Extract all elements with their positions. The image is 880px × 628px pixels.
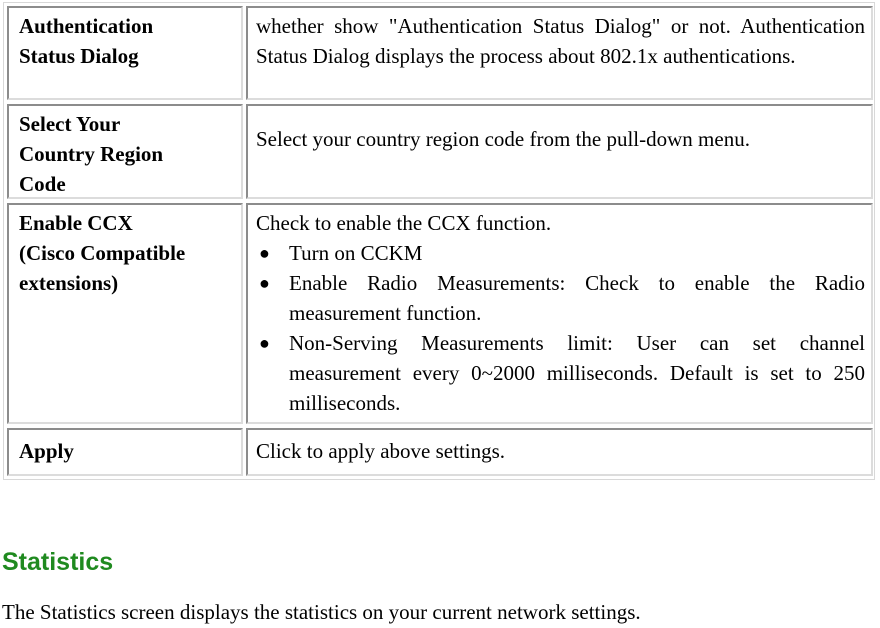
row-label-line: extensions) bbox=[19, 271, 119, 295]
table-row bbox=[7, 428, 873, 476]
row-description bbox=[246, 6, 873, 100]
row-description-text: whether show "Authentication Status Dialog" or not. Authentication Status Dialog displays the process about 802.1x authentications. bbox=[256, 14, 865, 68]
row-label-line: Enable CCX bbox=[19, 211, 133, 235]
row-description-text: Select your country region code from the pull-down menu. bbox=[256, 127, 750, 151]
row-label bbox=[7, 428, 243, 476]
row-label-line: Select Your bbox=[19, 112, 121, 136]
row-label-line: Authentication bbox=[19, 14, 154, 38]
row-label-line: Code bbox=[19, 172, 66, 196]
row-label bbox=[7, 6, 243, 100]
row-description-text: Click to apply above settings. bbox=[256, 439, 506, 463]
list-item-text: Non-Serving Measurements limit: User can set channel measurement every 0~2000 milliseconds. Default is set to 250 milliseconds. bbox=[289, 331, 865, 415]
list-item bbox=[256, 268, 865, 328]
row-description bbox=[246, 203, 873, 424]
row-label-line: Apply bbox=[19, 439, 74, 463]
table-row bbox=[7, 203, 873, 424]
bullet-icon: ● bbox=[259, 333, 270, 353]
table-row bbox=[7, 104, 873, 199]
row-description bbox=[246, 104, 873, 199]
row-description bbox=[246, 428, 873, 476]
settings-table bbox=[3, 2, 875, 480]
section-intro: The Statistics screen displays the statistics on your current network settings. bbox=[2, 600, 641, 624]
bullet-icon: ● bbox=[259, 273, 270, 293]
row-label-line: Country Region bbox=[19, 142, 164, 166]
bullet-list bbox=[256, 238, 865, 418]
list-item-text: Turn on CCKM bbox=[289, 241, 423, 265]
bullet-icon: ● bbox=[259, 243, 270, 263]
section-heading: Statistics bbox=[2, 548, 114, 576]
row-label-line: (Cisco Compatible bbox=[19, 241, 186, 265]
row-label bbox=[7, 203, 243, 424]
table-row bbox=[7, 6, 873, 100]
row-label-line: Status Dialog bbox=[19, 44, 139, 68]
row-label bbox=[7, 104, 243, 199]
row-description-text: Check to enable the CCX function. bbox=[256, 211, 552, 235]
list-item bbox=[256, 328, 865, 418]
list-item bbox=[256, 238, 865, 268]
list-item-text: Enable Radio Measurements: Check to enable the Radio measurement function. bbox=[289, 271, 865, 325]
